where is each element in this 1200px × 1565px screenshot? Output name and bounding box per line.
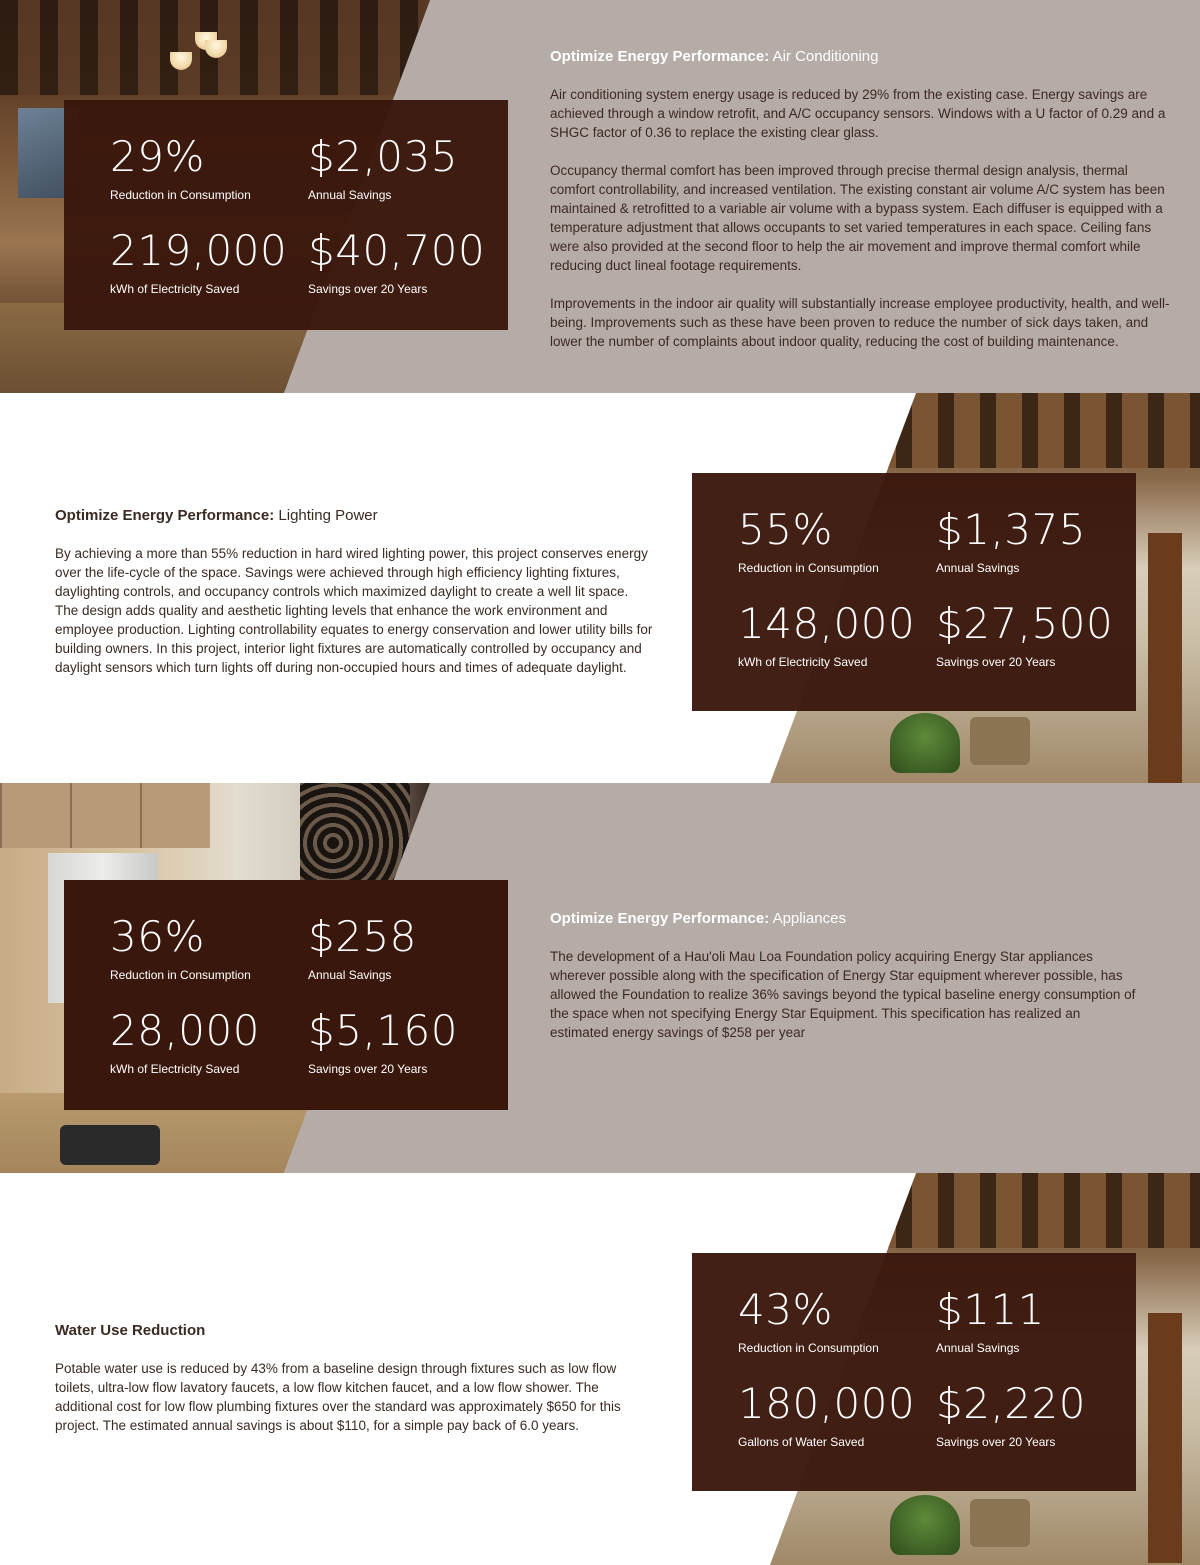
section-water-use	[0, 1173, 1200, 1565]
stat-reduction: 29% Reduction in Consumption	[110, 132, 251, 202]
section-text	[550, 48, 1170, 370]
stat-20-year-savings: $2,220 Savings over 20 Years	[936, 1379, 1086, 1449]
stat-annual-savings: $2,035 Annual Savings	[308, 132, 458, 202]
stats-box	[64, 880, 508, 1110]
stat-20-year-savings: $27,500 Savings over 20 Years	[936, 599, 1114, 669]
section-lighting-power	[0, 393, 1200, 783]
stats-box	[692, 1253, 1136, 1491]
stats-box	[64, 100, 508, 330]
paragraph: Occupancy thermal comfort has been improved through precise thermal design analysis, thermal comfort controllability, and increased ventilation. The existing constant air volume A/C system has been maintained & retrofitted to a variable air volume with a bypass system. Each diffuser is equipped with a temperature adjustment that allows occupants to set varied temperatures in each space. Ceiling fans were also provided at the second floor to help the air movement and improve thermal comfort while reducing duct lineal footage requirements.	[550, 163, 1165, 273]
stat-electricity-saved: 148,000 kWh of Electricity Saved	[738, 599, 916, 669]
stat-20-year-savings: $40,700 Savings over 20 Years	[308, 226, 486, 296]
section-appliances	[0, 783, 1200, 1173]
section-text	[55, 1322, 645, 1454]
stat-reduction: 43% Reduction in Consumption	[738, 1285, 879, 1355]
section-heading: Optimize Energy Performance: Lighting Power	[55, 507, 378, 524]
stat-water-saved: 180,000 Gallons of Water Saved	[738, 1379, 916, 1449]
stat-electricity-saved: 219,000 kWh of Electricity Saved	[110, 226, 288, 296]
stat-reduction: 55% Reduction in Consumption	[738, 505, 879, 575]
section-heading: Optimize Energy Performance: Appliances	[550, 910, 846, 927]
stat-annual-savings: $111 Annual Savings	[936, 1285, 1045, 1355]
section-text	[55, 507, 655, 696]
section-text	[550, 910, 1140, 1061]
stat-annual-savings: $258 Annual Savings	[308, 912, 417, 982]
stats-box	[692, 473, 1136, 711]
stat-20-year-savings: $5,160 Savings over 20 Years	[308, 1006, 458, 1076]
paragraph: By achieving a more than 55% reduction in hard wired lighting power, this project conserves energy over the life-cycle of the space. Savings were achieved through high efficiency lighting fixtures, daylighting controls, and occupancy controls which maximized daylight to create a well lit space. The design adds quality and aesthetic lighting levels that enhance the work environment and employee production. Lighting controllability equates to energy conservation and lower utility bills for building owners. In this project, interior light fixtures are automatically controlled by occupancy and daylight sensors which turn lights off during non-occupied hours and times of adequate daylight.	[55, 546, 653, 675]
paragraph: The development of a Hau'oli Mau Loa Foundation policy acquiring Energy Star appliances wherever possible along with the specification of Energy Star equipment wherever possible, has allowed the Foundation to realize 36% savings beyond the typical baseline energy consumption of the space when not specifying Energy Star Equipment. This specification has realized an estimated energy savings of $258 per year	[550, 949, 1136, 1040]
section-air-conditioning	[0, 0, 1200, 393]
section-heading: Water Use Reduction	[55, 1322, 206, 1339]
paragraph: Potable water use is reduced by 43% from a baseline design through fixtures such as low flow toilets, ultra-low flow lavatory faucets, a low flow kitchen faucet, and a low flow shower. The additional cost for low flow plumbing fixtures over the standard was approximately $650 for this project. The estimated annual savings is about $110, for a simple pay back of 6.0 years.	[55, 1361, 621, 1433]
stat-annual-savings: $1,375 Annual Savings	[936, 505, 1086, 575]
stat-electricity-saved: 28,000 kWh of Electricity Saved	[110, 1006, 260, 1076]
stat-reduction: 36% Reduction in Consumption	[110, 912, 251, 982]
paragraph: Air conditioning system energy usage is reduced by 29% from the existing case. Energy savings are achieved through a window retrofit, and A/C occupancy sensors. Windows with a U factor of 0.29 and a SHGC factor of 0.36 to replace the existing clear glass.	[550, 87, 1166, 140]
section-heading: Optimize Energy Performance: Air Conditioning	[550, 48, 879, 65]
paragraph: Improvements in the indoor air quality will substantially increase employee productivity, health, and well-being. Improvements such as these have been proven to reduce the number of sick days taken, and lower the number of complaints about indoor quality, reducing the cost of building maintenance.	[550, 296, 1170, 349]
